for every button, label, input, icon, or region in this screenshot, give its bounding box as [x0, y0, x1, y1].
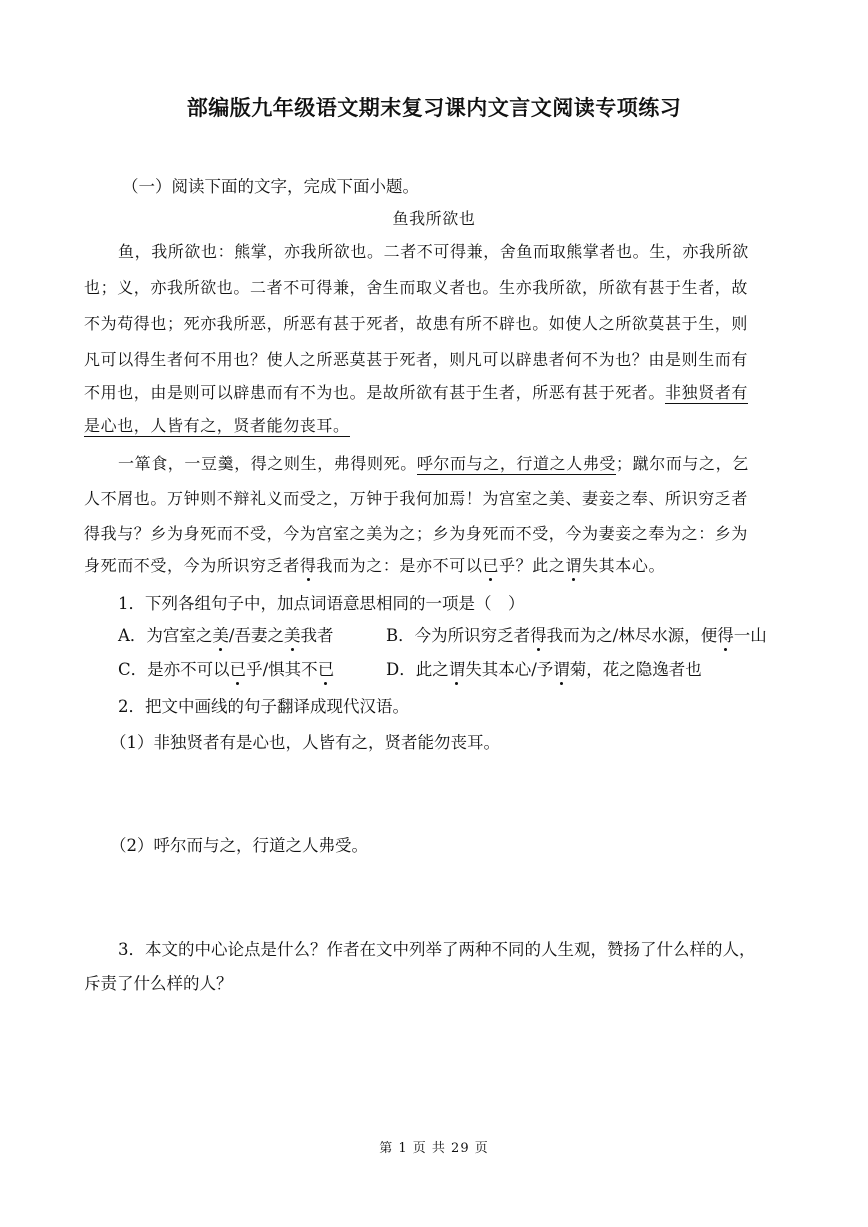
- option-text: /吾妻之: [228, 626, 284, 645]
- dotted-word: 美: [212, 622, 229, 646]
- question-1-option-b: [386, 622, 767, 646]
- question-1-option-d: [386, 656, 702, 680]
- option-text: B．今为所识穷乏者: [386, 626, 531, 645]
- option-text: 我者: [300, 626, 334, 645]
- section-heading: （一）阅读下面的文字，完成下面小题。: [122, 177, 419, 196]
- passage-text: 乎？此之: [499, 556, 566, 575]
- option-text: 乎/惧其不: [246, 660, 318, 679]
- passage-line: [84, 521, 748, 544]
- question-3-line: 斥责了什么样的人？: [84, 974, 233, 993]
- option-text: 我而为之/林尽水源，便: [546, 626, 718, 645]
- option-text: 菊，花之隐逸者也: [569, 660, 702, 679]
- dotted-word: 得: [300, 553, 317, 576]
- question-1-stem: 1．下列各组句子中，加点词语意思相同的一项是（ ）: [118, 594, 525, 613]
- option-text: C．是亦不可以: [118, 660, 230, 679]
- option-text: D．此之: [386, 660, 449, 679]
- dotted-word: 得: [717, 622, 734, 646]
- passage-text: 我而为之：是亦不可以: [316, 556, 483, 575]
- passage-text: 一箪食，一豆羹，得之则生，弗得则死。: [118, 454, 417, 473]
- dotted-word: 谓: [553, 656, 570, 680]
- passage-line: 人不屑也。万钟则不辩礼义而受之，万钟于我何加焉！为宫室之美、妻妾之奉、所识穷乏者: [84, 489, 749, 508]
- passage-text: 我与？乡为身死而不受，今为宫室之美为之；乡为身死而不受，今为妻妾之奉为之：乡为: [100, 524, 749, 543]
- passage-text: ；蹴尔而与之，乞: [616, 454, 749, 473]
- underlined-sentence-1-cont: 是心也，人皆有之，贤者能勿丧耳。: [84, 416, 350, 435]
- dotted-word: 得: [530, 622, 547, 646]
- passage-text: 身死而不受，今为所识穷乏者: [84, 556, 300, 575]
- dotted-word: 谓: [449, 656, 466, 680]
- passage-line: [84, 413, 350, 436]
- passage-line: [84, 553, 665, 576]
- dotted-word: 美: [284, 622, 301, 646]
- question-2-sentence-2: （2）呼尔而与之，行道之人弗受。: [110, 836, 368, 855]
- passage-line: 也；义，亦我所欲也。二者不可得兼，舍生而取义者也。生亦我所欲，所欲有甚于生者，故: [84, 278, 749, 297]
- page-footer: 第 1 页 共 29 页: [379, 1141, 489, 1156]
- passage-text: 得: [84, 524, 101, 543]
- underlined-sentence-2: 呼尔而与之，行道之人弗受: [416, 454, 617, 473]
- question-1-option-a: [118, 622, 333, 646]
- passage-text: 失其本心。: [582, 556, 666, 575]
- question-2-stem: 2．把文中画线的句子翻译成现代汉语。: [118, 697, 409, 716]
- page-title: 部编版九年级语文期末复习课内文言文阅读专项练习: [186, 95, 682, 120]
- question-2-sentence-1: （1）非独贤者有是心也，人皆有之，贤者能勿丧耳。: [110, 733, 500, 752]
- passage-line: [84, 380, 748, 403]
- passage-line: 不为苟得也；死亦我所恶，所恶有甚于死者，故患有所不辟也。如使人之所欲莫甚于生，则: [84, 314, 749, 333]
- passage-line: [118, 451, 749, 474]
- underlined-sentence-1: 非独贤者有: [665, 383, 749, 402]
- dotted-word: 已: [482, 553, 499, 576]
- option-text: A．为宫室之: [118, 626, 213, 645]
- passage-text: 不用也，由是则可以辟患而有不为也。是故所欲有甚于生者，所恶有甚于死者。: [84, 383, 666, 402]
- option-text: 失其本心/予: [465, 660, 554, 679]
- dotted-word: 已: [230, 656, 247, 680]
- passage-line: 鱼，我所欲也：熊掌，亦我所欲也。二者不可得兼，舍鱼而取熊掌者也。生，亦我所欲: [118, 242, 749, 261]
- option-text: 一山: [733, 626, 767, 645]
- dotted-word: 已: [318, 656, 335, 680]
- passage-title: 鱼我所欲也: [392, 209, 476, 228]
- question-1-option-c: [118, 656, 334, 680]
- question-3-line: 3．本文的中心论点是什么？作者在文中列举了两种不同的人生观，赞扬了什么样的人，: [118, 940, 756, 959]
- dotted-word: 谓: [565, 553, 582, 576]
- passage-line: 凡可以得生者何不用也？使人之所恶莫甚于死者，则凡可以辟患者何不为也？由是则生而有: [84, 350, 749, 369]
